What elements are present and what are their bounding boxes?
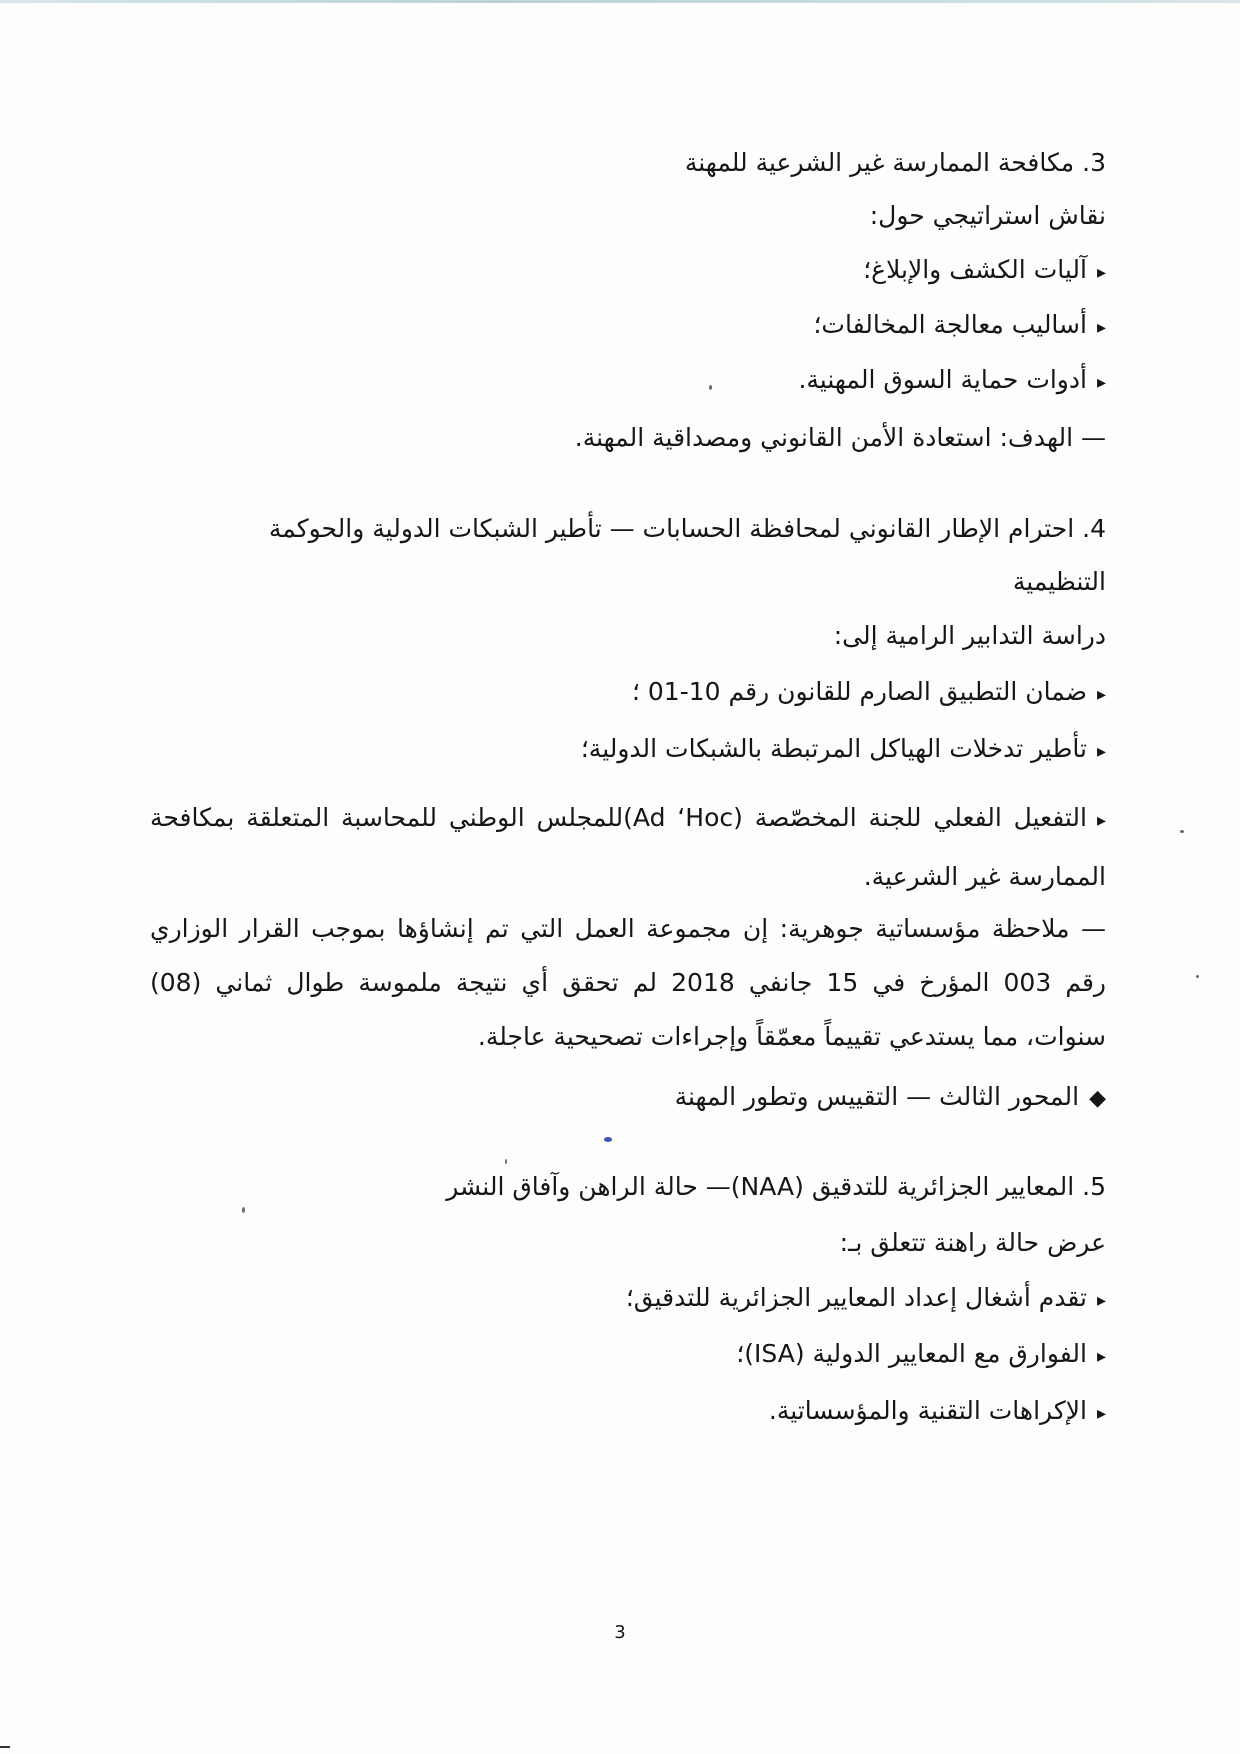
section-4-bullet-2: ▸ تأطير تدخلات الهياكل المرتبطة بالشبكات الدولية؛ <box>150 734 1106 767</box>
section-4-bullet-3: ▸ التفعيل الفعلي للجنة المخصّصة (Ad ‘Hoc)للمجلس الوطني للمحاسبة المتعلقة بمكافحة الممارسة غير الشرعية. <box>150 790 1106 905</box>
page-number: 3 <box>614 1622 626 1643</box>
scan-speck <box>1180 830 1184 833</box>
axis-3-title: ◆ المحور الثالث — التقييس وتطور المهنة <box>150 1082 1106 1114</box>
section-3-bullet-2: ▸ أساليب معالجة المخالفات؛ <box>150 310 1106 343</box>
section-5-intro: عرض حالة راهنة تتعلق بـ: <box>839 1228 1106 1257</box>
section-5-bullet-2: ▸ الفوارق مع المعايير الدولية (ISA)؛ <box>150 1339 1106 1372</box>
scan-speck <box>709 385 712 390</box>
section-3-intro: نقاش استراتيجي حول: <box>869 201 1106 230</box>
scan-speck <box>505 1159 507 1164</box>
scan-edge <box>0 1746 10 1748</box>
section-5-heading: 5. المعايير الجزائرية للتدقيق (NAA)— حالة الراهن وآفاق النشر <box>446 1172 1106 1201</box>
section-4-heading-line-1: 4. احترام الإطار القانوني لمحافظة الحسابات — تأطير الشبكات الدولية والحوكمة <box>268 514 1106 543</box>
scan-edge <box>0 0 1240 3</box>
section-5-bullet-1: ▸ تقدم أشغال إعداد المعايير الجزائرية للتدقيق؛ <box>150 1283 1106 1316</box>
section-3-bullet-1: ▸ آليات الكشف والإبلاغ؛ <box>150 255 1106 288</box>
section-3-heading: 3. مكافحة الممارسة غير الشرعية للمهنة <box>684 148 1106 177</box>
section-3-bullet-3: ▸ أدوات حماية السوق المهنية. <box>150 365 1106 398</box>
section-5-bullet-3: ▸ الإكراهات التقنية والمؤسساتية. <box>150 1396 1106 1429</box>
section-3-goal: — الهدف: استعادة الأمن القانوني ومصداقية المهنة. <box>574 423 1106 452</box>
section-4-intro: دراسة التدابير الرامية إلى: <box>833 621 1106 650</box>
section-4-heading-line-2: التنظيمية <box>1012 567 1106 596</box>
scan-speck <box>604 1137 612 1142</box>
scan-speck <box>1196 975 1199 978</box>
scan-speck <box>242 1207 245 1213</box>
section-4-note: — ملاحظة مؤسساتية جوهرية: إن مجموعة العمل التي تم إنشاؤها بموجب القرار الوزاري رقم 003 المؤرخ في 15 جانفي 2018 لم تحقق أي نتيجة ملموسة طوال ثماني (08) سنوات، مما يستدعي تقييماً معمّقاً وإجراءات تصحيحية عاجلة. <box>150 914 1106 1051</box>
section-4-bullet-1: ▸ ضمان التطبيق الصارم للقانون رقم 10-01 ؛ <box>150 677 1106 710</box>
